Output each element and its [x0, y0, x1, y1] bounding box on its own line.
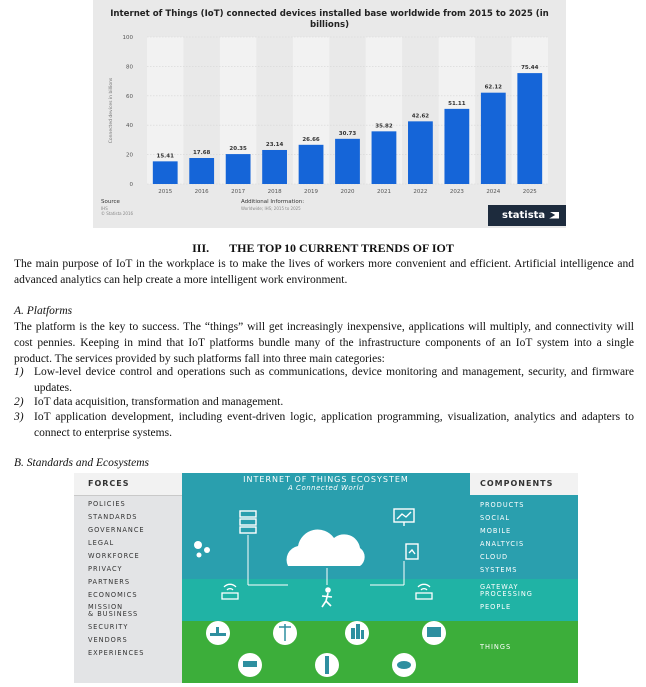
components-applications — [470, 495, 578, 579]
chart-title: Internet of Things (IoT) connected devices installed base worldwide from 2015 to 2025 (in billions) — [110, 9, 549, 30]
bar-value-label: 30.73 — [338, 130, 357, 137]
bar-value-label: 23.14 — [265, 141, 284, 148]
forces-column — [74, 473, 182, 683]
chart-panel — [93, 0, 566, 228]
force-item: LEGAL — [88, 539, 115, 547]
force-item: WORKFORCE — [88, 552, 140, 560]
tablet-icon — [406, 544, 418, 559]
force-item: VENDORS — [88, 636, 128, 644]
list-item — [14, 364, 634, 396]
y-tick-label: 80 — [126, 64, 133, 71]
x-tick-label: 2025 — [522, 189, 537, 195]
list-number: 1) — [14, 366, 24, 378]
x-tick-label: 2015 — [158, 189, 173, 195]
bar-value-label: 75.44 — [521, 65, 539, 72]
component-item: MOBILE — [480, 527, 512, 535]
y-tick-label: 20 — [126, 152, 133, 159]
x-tick-label: 2022 — [413, 189, 428, 195]
statista-mark-icon — [549, 212, 559, 219]
chart-footer — [93, 199, 566, 228]
components-header — [470, 473, 578, 496]
bar-value-label: 42.62 — [411, 113, 430, 120]
force-item: ECONOMICS — [88, 591, 138, 599]
component-item: PROCESSING — [480, 590, 533, 598]
force-item: GOVERNANCE — [88, 526, 145, 534]
bar-value-label: 26.66 — [302, 136, 320, 143]
list-text: Low-level device control and operations such as communications, device monitoring and management, security, and firmware updates. — [34, 366, 634, 394]
component-item: GATEWAY — [480, 583, 519, 591]
cloud-icon — [287, 530, 365, 566]
section-title: THE TOP 10 CURRENT TRENDS OF IOT — [229, 241, 454, 255]
components-gateway — [470, 579, 578, 621]
bar-value-label: 20.35 — [229, 146, 247, 153]
server-icon — [240, 511, 256, 533]
list-number: 3) — [14, 411, 24, 423]
bar — [408, 121, 433, 184]
force-item: PRIVACY — [88, 565, 123, 573]
additional-info-label: Additional Information: — [241, 199, 305, 205]
bar-value-label: 51.11 — [448, 100, 466, 107]
x-tick-label: 2023 — [449, 189, 464, 195]
statista-logo[interactable] — [488, 205, 566, 226]
components-header-label: COMPONENTS — [480, 479, 554, 488]
x-tick-label: 2024 — [486, 189, 501, 195]
bar-value-label: 35.82 — [375, 123, 393, 130]
subsection-a-heading: A. Platforms — [14, 305, 73, 317]
force-item: STANDARDS — [88, 513, 138, 521]
section-number: III. — [192, 241, 210, 255]
ecosystem-title: INTERNET OF THINGS ECOSYSTEM — [243, 475, 409, 484]
force-item: EXPERIENCES — [88, 649, 145, 657]
x-tick-label: 2018 — [267, 189, 282, 195]
source-line: IHS — [101, 206, 108, 211]
x-tick-label: 2019 — [304, 189, 319, 195]
intro-paragraph: The main purpose of IoT in the workplace is to make the lives of workers more convenient and efficient. Artificial intelligence and advanced analytics can help create a more intelligent work environment. — [14, 258, 634, 286]
force-item: PARTNERS — [88, 578, 131, 586]
iot-ecosystem-diagram — [74, 473, 578, 683]
force-item: MISSION — [88, 603, 124, 611]
x-tick-label: 2016 — [194, 189, 209, 195]
additional-info-text: Worldwide; IHS; 2015 to 2025 — [241, 206, 301, 211]
list-text: IoT data acquisition, transformation and management. — [34, 396, 284, 408]
force-item: SECURITY — [88, 623, 129, 631]
bar — [262, 150, 287, 184]
section-heading — [0, 240, 646, 256]
component-item: ANALTYCIS — [480, 540, 525, 548]
list-item — [14, 394, 634, 410]
gears-icon — [194, 541, 210, 558]
component-item: PRODUCTS — [480, 501, 525, 509]
y-axis-label: Connected devices in billions — [109, 77, 114, 144]
bar — [299, 145, 324, 184]
x-tick-label: 2020 — [340, 189, 355, 195]
bar-value-label: 62.12 — [484, 84, 503, 91]
y-tick-label: 100 — [122, 35, 133, 41]
components-things — [470, 621, 578, 683]
ecosystem-subtitle: A Connected World — [288, 484, 364, 492]
bar — [226, 154, 251, 184]
list-number: 2) — [14, 396, 24, 408]
component-item: SOCIAL — [480, 514, 511, 522]
bar — [153, 161, 178, 184]
platforms-paragraph: The platform is the key to success. The “things” will get increasingly inexpensive, applications will multiply, and connectivity will cost pennies. Keeping in mind that IoT platforms bundle many of the infrastructure components of an IoT system into a single product. The services provided by such platforms fall into three main categories: — [14, 321, 634, 365]
ecosystem-center — [182, 473, 470, 683]
source-line: © Statista 2016 — [101, 211, 134, 216]
bar — [481, 93, 506, 184]
source-text — [101, 206, 133, 216]
component-item: THINGS — [480, 643, 512, 651]
bar — [189, 158, 214, 184]
subsection-b-heading: B. Standards and Ecosystems — [14, 457, 150, 469]
wifi-icon — [416, 584, 432, 599]
list-item — [14, 409, 634, 441]
component-item: SYSTEMS — [480, 566, 518, 574]
bar — [517, 73, 542, 184]
statista-wordmark: statista — [502, 210, 546, 221]
bar-value-label: 17.68 — [192, 150, 211, 157]
forces-header-label: FORCES — [88, 479, 130, 488]
bar-chart — [93, 0, 566, 228]
bar — [335, 139, 360, 184]
components-column — [470, 473, 578, 683]
force-item: & BUSINESS — [88, 610, 139, 618]
x-tick-label: 2017 — [231, 189, 246, 195]
y-tick-label: 0 — [129, 182, 133, 188]
y-tick-label: 40 — [126, 123, 133, 130]
bar-value-label: 15.41 — [156, 153, 174, 160]
y-tick-label: 60 — [126, 93, 133, 100]
forces-header — [74, 473, 182, 496]
force-item: POLICIES — [88, 500, 126, 508]
chart-monitor-icon — [394, 509, 414, 526]
component-item: PEOPLE — [480, 603, 512, 611]
x-tick-label: 2021 — [376, 189, 391, 195]
source-label: Source — [101, 199, 120, 205]
component-item: CLOUD — [480, 553, 509, 561]
ecosystem-icons — [182, 473, 470, 683]
list-text: IoT application development, including event-driven logic, application programming, visualization, analytics and adapters to connect to enterprise systems. — [34, 411, 634, 439]
wifi-icon — [222, 584, 238, 599]
bar — [444, 109, 469, 184]
walking-person-icon — [322, 588, 332, 607]
bar — [372, 131, 397, 184]
